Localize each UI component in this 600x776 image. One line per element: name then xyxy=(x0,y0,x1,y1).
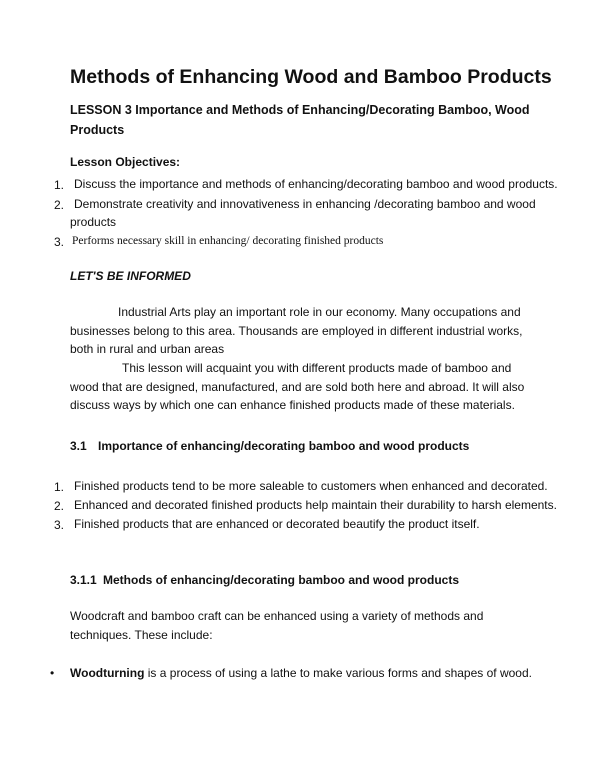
section-title: Importance of enhancing/decorating bamboo and wood products xyxy=(98,439,470,453)
lets-be-informed-heading: LET'S BE INFORMED xyxy=(70,269,191,283)
objectives-heading: Lesson Objectives: xyxy=(70,155,181,169)
objective-text-continued: products xyxy=(70,215,117,229)
paragraph-lesson-acquaint: This lesson will acquaint you with different products made of bamboo and wood that are designed, manufactured, and are sold both here and abroad. It will also discuss ways by which one can enhance finished products made of these materials. xyxy=(70,361,525,412)
objective-text: Discuss the importance and methods of enhancing/decorating bamboo and wood products. xyxy=(74,177,558,191)
lesson-heading: LESSON 3 Importance and Methods of Enhancing/Decorating Bamboo, Wood Products xyxy=(70,103,530,137)
woodturning-item xyxy=(70,664,532,682)
woodturning-term: Woodturning xyxy=(70,666,145,680)
page-title: Methods of Enhancing Wood and Bamboo Products xyxy=(70,66,552,88)
objective-number: 3. xyxy=(54,235,65,249)
section-number: 3.1 xyxy=(70,439,87,453)
subsection-title: Methods of enhancing/decorating bamboo and wood products xyxy=(103,573,459,587)
objective-text: Demonstrate creativity and innovativeness in enhancing /decorating bamboo and wood xyxy=(74,197,536,211)
methods-intro: Woodcraft and bamboo craft can be enhanced using a variety of methods and techniques. These include: xyxy=(70,609,484,642)
importance-text: Finished products that are enhanced or decorated beautify the product itself. xyxy=(74,517,480,531)
bullet-icon: • xyxy=(50,666,55,680)
objective-number: 1. xyxy=(54,178,65,192)
importance-number: 1. xyxy=(54,480,65,494)
importance-text: Finished products tend to be more saleable to customers when enhanced and decorated. xyxy=(74,479,548,493)
paragraph-industrial-arts: Industrial Arts play an important role in our economy. Many occupations and businesses belong to this area. Thousands are employed in different industrial works, both in rural and urban areas xyxy=(70,305,523,356)
objective-text: Performs necessary skill in enhancing/ decorating finished products xyxy=(72,235,384,247)
importance-text: Enhanced and decorated finished products help maintain their durability to harsh elements. xyxy=(74,498,557,512)
objective-number: 2. xyxy=(54,198,65,212)
woodturning-text: is a process of using a lathe to make various forms and shapes of wood. xyxy=(144,666,532,680)
subsection-number: 3.1.1 xyxy=(70,573,97,587)
importance-number: 2. xyxy=(54,499,65,513)
importance-number: 3. xyxy=(54,518,65,532)
